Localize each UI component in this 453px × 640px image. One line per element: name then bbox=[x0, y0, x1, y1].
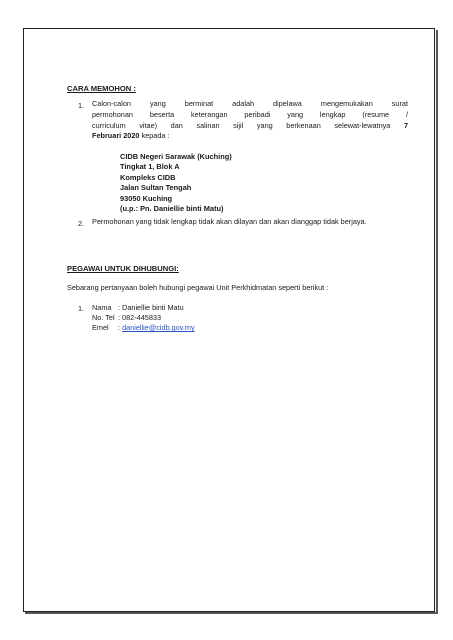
address-line: Tingkat 1, Blok A bbox=[120, 162, 180, 172]
contact-email-label: Emel bbox=[92, 323, 109, 333]
contact-phone-label: No. Tel bbox=[92, 313, 115, 323]
instruction-line-text: curriculum vitae) dan salinan sijil yang berkenaan selewat-lewatnya bbox=[92, 120, 391, 130]
section-heading-cara-memohon: CARA MEMOHON : bbox=[67, 84, 136, 93]
address-line: (u.p.: Pn. Daniellie binti Matu) bbox=[120, 204, 224, 214]
instruction-line bbox=[92, 131, 408, 142]
address-line: Kompleks CIDB bbox=[120, 172, 176, 182]
incomplete-application-notice: Permohonan yang tidak lengkap tidak akan dilayan dan akan dianggap tidak berjaya. bbox=[92, 217, 367, 226]
contact-email-row bbox=[92, 323, 195, 333]
instruction-line bbox=[92, 121, 408, 132]
contact-details bbox=[92, 303, 195, 334]
address-line: 93050 Kuching bbox=[120, 193, 173, 203]
instruction-line-text: kepada : bbox=[141, 131, 170, 141]
deadline-month-year: Februari 2020 bbox=[92, 131, 140, 141]
contact-phone-value: : 082-445833 bbox=[118, 313, 162, 323]
item-number: 1. bbox=[78, 304, 85, 313]
application-instruction bbox=[92, 99, 408, 142]
contact-intro: Sebarang pertanyaan boleh hubungi pegawai Unit Perkhidmatan seperti berikut : bbox=[67, 283, 329, 292]
item-number: 1. bbox=[78, 101, 85, 110]
instruction-line: Calon-calon yang berminat adalah dipelawa mengemukakan surat bbox=[92, 99, 408, 108]
contact-phone-row bbox=[92, 313, 195, 323]
address-line: CIDB Negeri Sarawak (Kuching) bbox=[120, 152, 232, 161]
address-line: Jalan Sultan Tengah bbox=[120, 183, 192, 193]
mailing-address bbox=[120, 152, 232, 214]
instruction-line: permohonan beserta keterangan peribadi yang lengkap (resume / bbox=[92, 109, 408, 119]
contact-name-label: Nama bbox=[92, 303, 112, 312]
page-border-shadow bbox=[436, 30, 438, 614]
contact-name-value: : Daniellie binti Matu bbox=[118, 303, 184, 312]
page-border-shadow bbox=[25, 612, 438, 614]
contact-email-link[interactable]: daniellie@cidb.gov.my bbox=[122, 323, 195, 333]
deadline-day: 7 bbox=[403, 120, 408, 130]
item-number: 2. bbox=[78, 219, 85, 228]
section-heading-contact-officer: PEGAWAI UNTUK DIHUBUNGI: bbox=[67, 264, 179, 273]
contact-name-row bbox=[92, 303, 195, 313]
contact-email-separator: : bbox=[118, 323, 123, 333]
